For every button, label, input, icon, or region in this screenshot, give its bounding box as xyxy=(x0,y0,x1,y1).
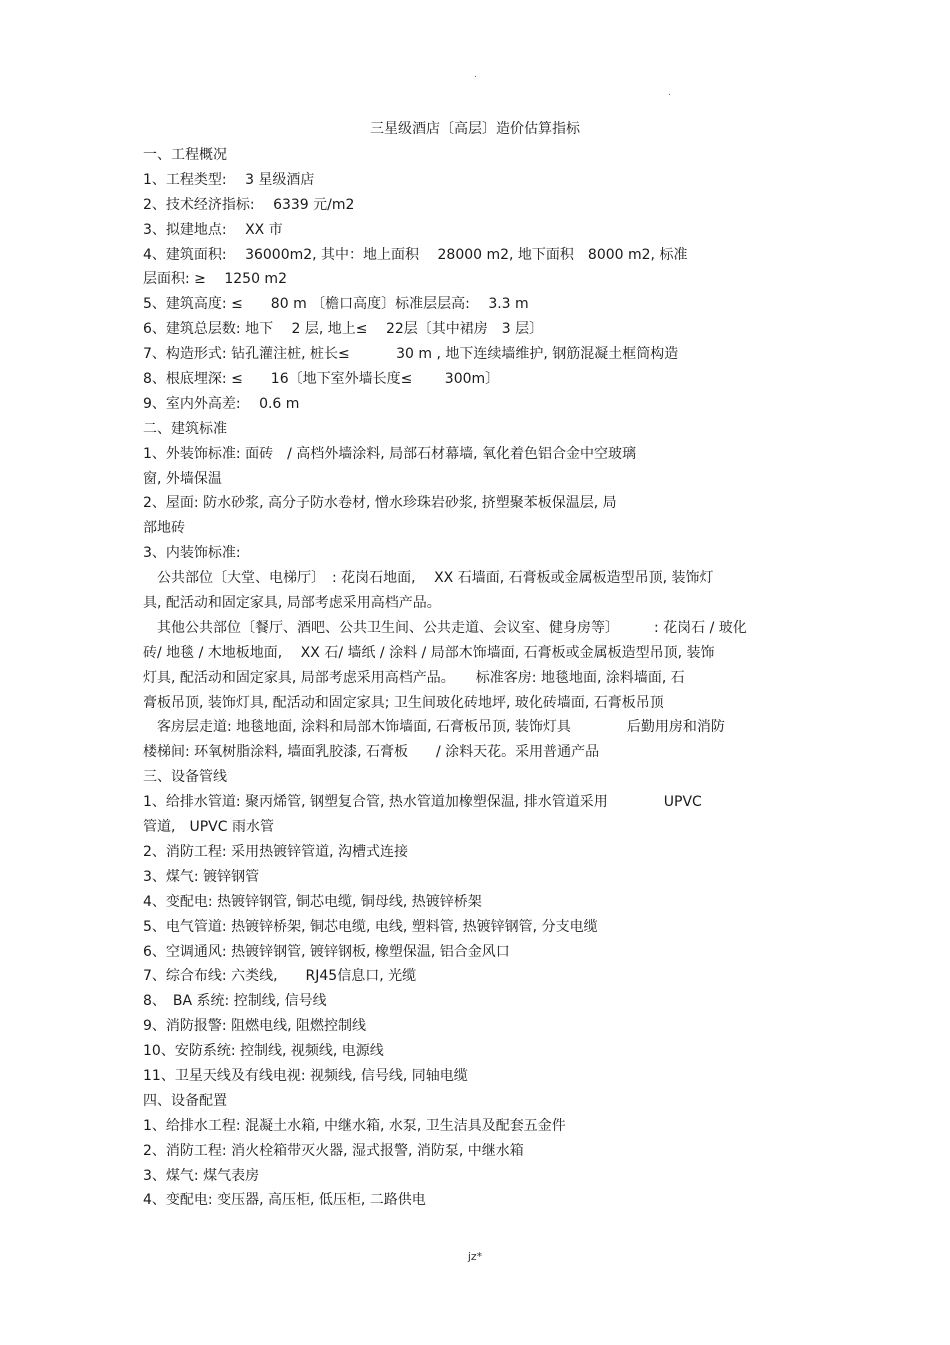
text-line: 窗, 外墙保温 xyxy=(143,470,222,487)
text-line: 7、综合布线: 六类线, RJ45信息口, 光缆 xyxy=(143,968,417,985)
text-line: 11、卫星天线及有线电视: 视频线, 信号线, 同轴电缆 xyxy=(143,1067,468,1084)
text-line: 1、给排水工程: 混凝土水箱, 中继水箱, 水泵, 卫生洁具及配套五金件 xyxy=(143,1117,566,1134)
text-line: 3、煤气: 煤气表房 xyxy=(143,1167,260,1184)
text-line: 四、设备配置 xyxy=(143,1092,227,1109)
text-line: 1、外装饰标准: 面砖 / 高档外墙涂料, 局部石材幕墙, 氧化着色铝合金中空玻璃 xyxy=(143,445,637,462)
text-line: 2、技术经济指标: 6339 元/m2 xyxy=(143,196,355,213)
text-line: 2、消防工程: 采用热镀锌管道, 沟槽式连接 xyxy=(143,843,408,860)
text-line: 6、空调通风: 热镀锌钢管, 镀锌钢板, 橡塑保温, 铝合金风口 xyxy=(143,943,510,960)
text-line: 8、根底埋深: ≤ 16〔地下室外墙长度≤ 300m〕 xyxy=(143,371,500,388)
text-line: 公共部位〔大堂、电梯厅〕 : 花岗石地面, XX 石墙面, 石膏板或金属板造型吊顶, 装饰灯 xyxy=(143,570,714,587)
text-line: 二、建筑标准 xyxy=(143,420,227,437)
text-line: 10、安防系统: 控制线, 视频线, 电源线 xyxy=(143,1043,384,1060)
text-line: 灯具, 配活动和固定家具, 局部考虑采用高档产品。 标准客房: 地毯地面, 涂料墙面, 石 xyxy=(143,669,685,686)
text-line: 2、消防工程: 消火栓箱带灭火器, 湿式报警, 消防泵, 中继水箱 xyxy=(143,1142,524,1159)
text-line: 楼梯间: 环氧树脂涂料, 墙面乳胶漆, 石膏板 / 涂料天花。采用普通产品 xyxy=(143,744,600,761)
header-mark-right: . xyxy=(668,88,671,98)
document-body xyxy=(143,143,808,1213)
text-line: 3、煤气: 镀锌钢管 xyxy=(143,868,260,885)
document-title: 三星级酒店〔高层〕造价估算指标 xyxy=(370,121,580,137)
text-line: 9、室内外高差: 0.6 m xyxy=(143,395,300,412)
header-mark-left: . xyxy=(474,70,477,80)
page-footer: jz* xyxy=(467,1250,483,1263)
text-line: 膏板吊顶, 装饰灯具, 配活动和固定家具; 卫生间玻化砖地坪, 玻化砖墙面, 石膏板吊顶 xyxy=(143,694,664,711)
text-line: 4、建筑面积: 36000m2, 其中：地上面积 28000 m2, 地下面积 8000 m2, 标准 xyxy=(143,246,688,263)
text-line: 5、建筑高度: ≤ 80 m 〔檐口高度〕标准层层高: 3.3 m xyxy=(143,296,529,313)
text-line: 1、给排水管道: 聚丙烯管, 钢塑复合管, 热水管道加橡塑保温, 排水管道采用 UPVC xyxy=(143,794,702,811)
text-line: 砖/ 地毯 / 木地板地面, XX 石/ 墙纸 / 涂料 / 局部木饰墙面, 石膏板或金属板造型吊顶, 装饰 xyxy=(143,644,715,661)
text-line: 层面积: ≥ 1250 m2 xyxy=(143,271,287,288)
text-line: 7、构造形式: 钻孔灌注桩, 桩长≤ 30 m , 地下连续墙维护, 钢筋混凝土框筒构造 xyxy=(143,346,679,363)
text-line: 4、变配电: 变压器, 高压柜, 低压柜, 二路供电 xyxy=(143,1192,426,1209)
text-line: 部地砖 xyxy=(143,520,185,537)
text-line: 1、工程类型: 3 星级酒店 xyxy=(143,171,315,188)
text-line: 一、工程概况 xyxy=(143,147,227,163)
text-line: 管道, UPVC 雨水管 xyxy=(143,819,274,836)
text-line: 8、 BA 系统: 控制线, 信号线 xyxy=(143,993,327,1010)
text-line: 三、设备管线 xyxy=(143,769,227,786)
text-line: 6、建筑总层数: 地下 2 层, 地上≤ 22层〔其中裙房 3 层〕 xyxy=(143,321,544,338)
text-line: 9、消防报警: 阻燃电线, 阻燃控制线 xyxy=(143,1018,366,1035)
text-line: 3、拟建地点: XX 市 xyxy=(143,221,283,238)
text-line: 3、内装饰标准: xyxy=(143,545,241,562)
text-line: 具, 配活动和固定家具, 局部考虑采用高档产品。 xyxy=(143,595,441,612)
text-line: 客房层走道: 地毯地面, 涂料和局部木饰墙面, 石膏板吊顶, 装饰灯具 后勤用房和消防 xyxy=(143,719,725,736)
text-line: 5、电气管道: 热镀锌桥架, 铜芯电缆, 电线, 塑料管, 热镀锌钢管, 分支电缆 xyxy=(143,918,598,935)
text-line: 其他公共部位〔餐厅、酒吧、公共卫生间、公共走道、会议室、健身房等〕 : 花岗石 / 玻化 xyxy=(143,619,747,636)
text-line: 2、屋面: 防水砂浆, 高分子防水卷材, 憎水珍珠岩砂浆, 挤塑聚苯板保温层, 局 xyxy=(143,495,617,512)
text-line: 4、变配电: 热镀锌钢管, 铜芯电缆, 铜母线, 热镀锌桥架 xyxy=(143,893,482,910)
